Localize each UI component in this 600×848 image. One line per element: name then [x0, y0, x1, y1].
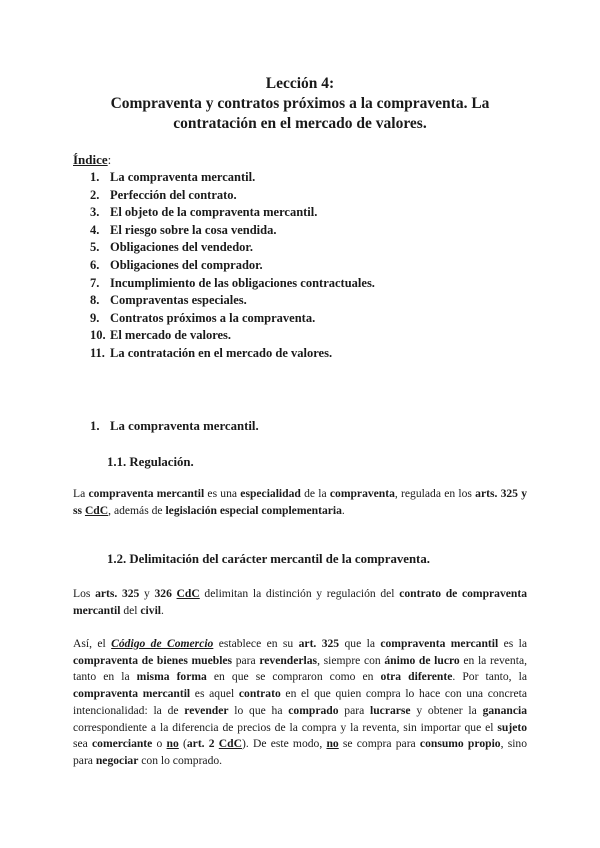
- toc-item-number: 5.: [90, 240, 100, 255]
- toc-item: [90, 346, 332, 361]
- toc-item-number: 2.: [90, 187, 100, 202]
- toc-item-text: Incumplimiento de las obligaciones contractuales.: [110, 275, 375, 290]
- subsection-heading-regulacion: 1.1. Regulación.: [107, 455, 194, 469]
- toc-item: [90, 240, 253, 255]
- toc-item: [90, 258, 263, 273]
- paragraph-delimitacion: Los arts. 325 y 326 CdC delimitan la distinción y regulación del contrato de compraventa mercantil del civil.: [73, 587, 528, 617]
- toc-item-text: El objeto de la compraventa mercantil.: [110, 205, 318, 220]
- section-heading: [90, 419, 259, 434]
- paragraph-regulacion: La compraventa mercantil es una especialidad de la compraventa, regulada en los arts. 325 y ss CdC, además de legislación especial complementaria.: [73, 487, 528, 517]
- toc-item-number: 4.: [90, 222, 100, 237]
- index-colon: :: [107, 152, 112, 167]
- toc-item-number: 6.: [90, 258, 100, 272]
- toc-item-number: 8.: [90, 293, 100, 308]
- toc-item-text: Contratos próximos a la compraventa.: [110, 310, 316, 325]
- lesson-title-line1: Compraventa y contratos próximos a la compraventa. La: [110, 95, 490, 112]
- toc-item-text: El mercado de valores.: [110, 328, 232, 343]
- subsection-heading-delimitacion: 1.2. Delimitación del carácter mercantil de la compraventa.: [107, 552, 430, 566]
- toc-item-number: 7.: [90, 275, 100, 290]
- toc-item-text: Compraventas especiales.: [110, 293, 247, 308]
- toc-item-number: 1.: [90, 170, 100, 184]
- lesson-number: Lección 4:: [265, 75, 335, 92]
- toc-item-number: 11.: [90, 346, 105, 360]
- section-title: La compraventa mercantil.: [110, 419, 259, 433]
- toc-item-number: 3.: [90, 205, 100, 220]
- toc-item-text: Perfección del contrato.: [110, 187, 237, 202]
- index-heading: [73, 152, 111, 168]
- toc-item: [90, 276, 375, 291]
- toc-item-text: Obligaciones del comprador.: [110, 258, 263, 272]
- toc-item: [90, 170, 255, 185]
- toc-item: [90, 188, 237, 203]
- toc-item-text: Obligaciones del vendedor.: [110, 240, 253, 255]
- lesson-title-line2: contratación en el mercado de valores.: [173, 115, 427, 132]
- toc-item-number: 9.: [90, 310, 100, 325]
- toc-item-number: 10.: [90, 328, 106, 343]
- paragraph-articulo-325: Así, el Código de Comercio establece en su art. 325 que la compraventa mercantil es la compraventa de bienes muebles para revenderlas, siempre con ánimo de lucro en la reventa, tanto en la misma forma en que se compraron como en otra diferente. Por tanto, la compraventa mercantil es aquel contrato en el que quien compra lo hace con una concreta intencionalidad: la de revender lo que ha comprado para lucrarse y obtener la ganancia correspondiente a la diferencia de precios de la compra y la reventa, sin importar que el sujeto sea comerciante o no (art. 2 CdC). De este modo, no se compra para consumo propio, sino para negociar con lo comprado.: [73, 637, 528, 767]
- section-number: 1.: [90, 419, 100, 433]
- toc-item: [90, 311, 315, 326]
- toc-item-text: La compraventa mercantil.: [110, 170, 256, 184]
- toc-item: [90, 293, 247, 308]
- index-label: Índice: [73, 152, 108, 167]
- toc-item-text: La contratación en el mercado de valores.: [110, 346, 333, 360]
- toc-item: [90, 223, 276, 238]
- toc-item-text: El riesgo sobre la cosa vendida.: [110, 222, 277, 237]
- toc-item: [90, 328, 231, 343]
- toc-item: [90, 205, 317, 220]
